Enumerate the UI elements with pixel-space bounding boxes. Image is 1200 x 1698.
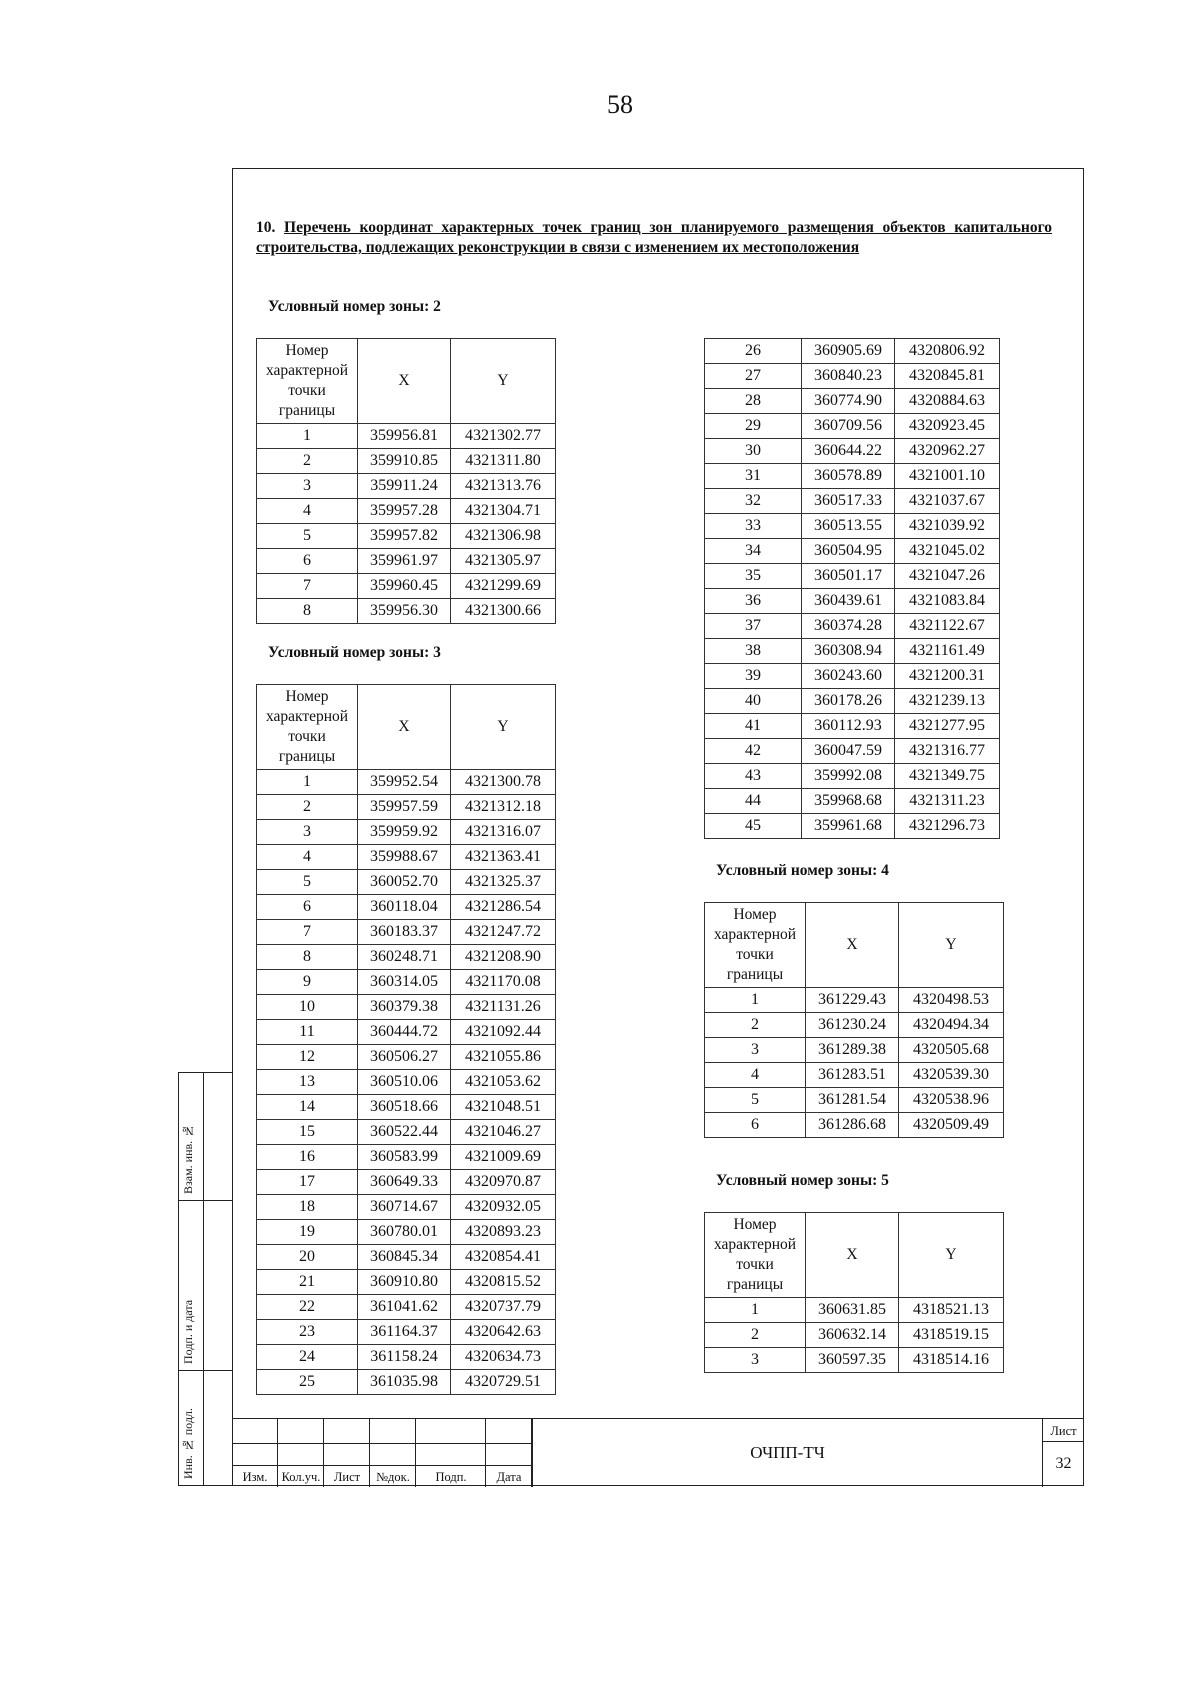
point-number-cell: 10 [257, 995, 358, 1020]
point-number-cell: 44 [705, 789, 802, 814]
table-row [705, 439, 1000, 464]
point-number-cell: 2 [705, 1323, 806, 1348]
x-cell: 359960.45 [358, 574, 451, 599]
point-number-cell: 1 [257, 424, 358, 449]
y-cell: 4320539.30 [899, 1063, 1004, 1088]
y-cell: 4320806.92 [895, 339, 1000, 364]
y-cell: 4320845.81 [895, 364, 1000, 389]
y-cell: 4321208.90 [451, 945, 556, 970]
x-cell: 360118.04 [358, 895, 451, 920]
point-number-cell: 21 [257, 1270, 358, 1295]
table-row [705, 1063, 1004, 1088]
header-y: Y [451, 339, 556, 424]
table-row [705, 988, 1004, 1013]
point-number-cell: 27 [705, 364, 802, 389]
point-number-cell: 24 [257, 1345, 358, 1370]
y-cell: 4320494.34 [899, 1013, 1004, 1038]
x-cell: 360910.80 [358, 1270, 451, 1295]
x-cell: 361229.43 [806, 988, 899, 1013]
header-point: Номер характерной точки границы [257, 685, 358, 770]
y-cell: 4320893.23 [451, 1220, 556, 1245]
y-cell: 4320815.52 [451, 1270, 556, 1295]
table-row [257, 474, 556, 499]
table-row [257, 1295, 556, 1320]
point-number-cell: 1 [257, 770, 358, 795]
y-cell: 4320962.27 [895, 439, 1000, 464]
point-number-cell: 14 [257, 1095, 358, 1120]
y-cell: 4320509.49 [899, 1113, 1004, 1138]
point-number-cell: 41 [705, 714, 802, 739]
table-row [705, 514, 1000, 539]
table-row [705, 539, 1000, 564]
y-cell: 4320970.87 [451, 1170, 556, 1195]
sheet-number: 32 [1055, 1455, 1072, 1472]
x-cell: 360709.56 [802, 414, 895, 439]
table-row [257, 895, 556, 920]
point-number-cell: 18 [257, 1195, 358, 1220]
point-number-cell: 12 [257, 1045, 358, 1070]
y-cell: 4321312.18 [451, 795, 556, 820]
header-point: Номер характерной точки границы [257, 339, 358, 424]
x-cell: 360518.66 [358, 1095, 451, 1120]
x-cell: 361035.98 [358, 1370, 451, 1395]
x-cell: 359956.81 [358, 424, 451, 449]
y-cell: 4321277.95 [895, 714, 1000, 739]
point-number-cell: 3 [705, 1348, 806, 1373]
x-cell: 361286.68 [806, 1113, 899, 1138]
y-cell: 4321316.77 [895, 739, 1000, 764]
table-row [257, 795, 556, 820]
tb-col-ndok: №док. [376, 1470, 410, 1484]
y-cell: 4320505.68 [899, 1038, 1004, 1063]
y-cell: 4321349.75 [895, 764, 1000, 789]
point-number-cell: 28 [705, 389, 802, 414]
point-number-cell: 3 [705, 1038, 806, 1063]
table-row [257, 574, 556, 599]
point-number-cell: 6 [257, 549, 358, 574]
point-number-cell: 31 [705, 464, 802, 489]
tb-col-podp: Подп. [435, 1470, 467, 1484]
y-cell: 4321302.77 [451, 424, 556, 449]
x-cell: 359910.85 [358, 449, 451, 474]
point-number-cell: 23 [257, 1320, 358, 1345]
x-cell: 360510.06 [358, 1070, 451, 1095]
x-cell: 360513.55 [802, 514, 895, 539]
point-number-cell: 43 [705, 764, 802, 789]
point-number-cell: 2 [257, 795, 358, 820]
x-cell: 361230.24 [806, 1013, 899, 1038]
x-cell: 361283.51 [806, 1063, 899, 1088]
header-x: X [358, 339, 451, 424]
y-cell: 4320498.53 [899, 988, 1004, 1013]
x-cell: 360774.90 [802, 389, 895, 414]
x-cell: 361281.54 [806, 1088, 899, 1113]
table-row [257, 1145, 556, 1170]
y-cell: 4321055.86 [451, 1045, 556, 1070]
stamp-cell-inv [179, 1371, 232, 1485]
point-number-cell: 4 [257, 845, 358, 870]
point-number-cell: 29 [705, 414, 802, 439]
y-cell: 4321039.92 [895, 514, 1000, 539]
table-row [257, 920, 556, 945]
zone-3-table [256, 684, 556, 1395]
header-point: Номер характерной точки границы [705, 903, 806, 988]
table-row [257, 995, 556, 1020]
table-row [257, 1170, 556, 1195]
table-row [705, 1013, 1004, 1038]
x-cell: 360649.33 [358, 1170, 451, 1195]
section-title: Перечень координат характерных точек границ зон планируемого размещения объектов капитального строительства, подлежащих реконструкции в связи с изменением их местоположения [256, 219, 1052, 256]
point-number-cell: 19 [257, 1220, 358, 1245]
point-number-cell: 6 [705, 1113, 806, 1138]
table-row [257, 499, 556, 524]
y-cell: 4321313.76 [451, 474, 556, 499]
table-row [705, 1038, 1004, 1063]
x-cell: 360183.37 [358, 920, 451, 945]
point-number-cell: 3 [257, 474, 358, 499]
x-cell: 359961.68 [802, 814, 895, 839]
point-number-cell: 40 [705, 689, 802, 714]
table-row [257, 945, 556, 970]
revision-grid [232, 1419, 532, 1487]
table-row [257, 1220, 556, 1245]
y-cell: 4321247.72 [451, 920, 556, 945]
x-cell: 360522.44 [358, 1120, 451, 1145]
header-y: Y [451, 685, 556, 770]
x-cell: 360845.34 [358, 1245, 451, 1270]
table-row [705, 714, 1000, 739]
tb-col-koluch: Кол.уч. [281, 1470, 321, 1484]
y-cell: 4321304.71 [451, 499, 556, 524]
y-cell: 4321048.51 [451, 1095, 556, 1120]
x-cell: 360504.95 [802, 539, 895, 564]
x-cell: 360840.23 [802, 364, 895, 389]
page-number: 58 [607, 90, 633, 119]
x-cell: 360052.70 [358, 870, 451, 895]
x-cell: 360501.17 [802, 564, 895, 589]
x-cell: 360374.28 [802, 614, 895, 639]
table-row [257, 549, 556, 574]
table-row [257, 820, 556, 845]
section-number: 10. [256, 219, 276, 236]
point-number-cell: 17 [257, 1170, 358, 1195]
y-cell: 4321311.80 [451, 449, 556, 474]
x-cell: 359957.82 [358, 524, 451, 549]
point-number-cell: 34 [705, 539, 802, 564]
y-cell: 4321092.44 [451, 1020, 556, 1045]
table-row [705, 564, 1000, 589]
stamp-label-inv: Инв. № подл. [181, 1408, 195, 1479]
point-number-cell: 30 [705, 439, 802, 464]
table-row [257, 1345, 556, 1370]
stamp-cell-podp [179, 1201, 232, 1371]
point-number-cell: 5 [257, 524, 358, 549]
table-row [257, 599, 556, 624]
point-number-cell: 7 [257, 574, 358, 599]
x-cell: 361289.38 [806, 1038, 899, 1063]
tb-col-izm: Изм. [242, 1470, 268, 1484]
sheet-box [1042, 1419, 1084, 1487]
zone-5-label: Условный номер зоны: 5 [716, 1172, 889, 1189]
x-cell: 360780.01 [358, 1220, 451, 1245]
point-number-cell: 32 [705, 489, 802, 514]
x-cell: 359957.28 [358, 499, 451, 524]
point-number-cell: 8 [257, 599, 358, 624]
point-number-cell: 15 [257, 1120, 358, 1145]
x-cell: 360578.89 [802, 464, 895, 489]
table-row [705, 364, 1000, 389]
point-number-cell: 13 [257, 1070, 358, 1095]
table-row [257, 845, 556, 870]
table-row [257, 970, 556, 995]
y-cell: 4320634.73 [451, 1345, 556, 1370]
y-cell: 4321316.07 [451, 820, 556, 845]
y-cell: 4321239.13 [895, 689, 1000, 714]
section-heading [256, 218, 1052, 258]
y-cell: 4321161.49 [895, 639, 1000, 664]
zone-2-label: Условный номер зоны: 2 [268, 298, 441, 315]
table-row [257, 1070, 556, 1095]
point-number-cell: 3 [257, 820, 358, 845]
table-row [257, 1270, 556, 1295]
point-number-cell: 7 [257, 920, 358, 945]
y-cell: 4318519.15 [899, 1323, 1004, 1348]
x-cell: 360583.99 [358, 1145, 451, 1170]
header-x: X [358, 685, 451, 770]
y-cell: 4320538.96 [899, 1088, 1004, 1113]
header-y: Y [899, 903, 1004, 988]
point-number-cell: 5 [705, 1088, 806, 1113]
side-stamp [178, 1072, 232, 1486]
point-number-cell: 39 [705, 664, 802, 689]
table-row [705, 739, 1000, 764]
x-cell: 360597.35 [806, 1348, 899, 1373]
y-cell: 4321296.73 [895, 814, 1000, 839]
header-y: Y [899, 1213, 1004, 1298]
table-row [705, 589, 1000, 614]
x-cell: 360243.60 [802, 664, 895, 689]
y-cell: 4321001.10 [895, 464, 1000, 489]
point-number-cell: 35 [705, 564, 802, 589]
tb-col-data: Дата [496, 1470, 522, 1484]
x-cell: 360644.22 [802, 439, 895, 464]
point-number-cell: 37 [705, 614, 802, 639]
table-row [257, 1195, 556, 1220]
x-cell: 360248.71 [358, 945, 451, 970]
table-row [705, 1298, 1004, 1323]
x-cell: 360631.85 [806, 1298, 899, 1323]
x-cell: 360047.59 [802, 739, 895, 764]
y-cell: 4321286.54 [451, 895, 556, 920]
table-row [705, 1113, 1004, 1138]
y-cell: 4320729.51 [451, 1370, 556, 1395]
point-number-cell: 26 [705, 339, 802, 364]
point-number-cell: 2 [257, 449, 358, 474]
table-row [257, 1095, 556, 1120]
x-cell: 360379.38 [358, 995, 451, 1020]
table-row [705, 414, 1000, 439]
table-row [705, 639, 1000, 664]
point-number-cell: 5 [257, 870, 358, 895]
point-number-cell: 11 [257, 1020, 358, 1045]
table-row [257, 1320, 556, 1345]
table-row [257, 1120, 556, 1145]
y-cell: 4320854.41 [451, 1245, 556, 1270]
x-cell: 359911.24 [358, 474, 451, 499]
point-number-cell: 16 [257, 1145, 358, 1170]
point-number-cell: 4 [257, 499, 358, 524]
y-cell: 4321300.66 [451, 599, 556, 624]
point-number-cell: 1 [705, 988, 806, 1013]
y-cell: 4318514.16 [899, 1348, 1004, 1373]
point-number-cell: 36 [705, 589, 802, 614]
point-number-cell: 33 [705, 514, 802, 539]
y-cell: 4321300.78 [451, 770, 556, 795]
table-row [705, 664, 1000, 689]
point-number-cell: 4 [705, 1063, 806, 1088]
point-number-cell: 25 [257, 1370, 358, 1395]
table-row [705, 339, 1000, 364]
y-cell: 4320932.05 [451, 1195, 556, 1220]
stamp-label-vzam: Взам. инв. № [181, 1123, 195, 1194]
x-cell: 361041.62 [358, 1295, 451, 1320]
table-row [257, 424, 556, 449]
title-block [232, 1418, 1084, 1486]
y-cell: 4321122.67 [895, 614, 1000, 639]
y-cell: 4321305.97 [451, 549, 556, 574]
table-row [705, 689, 1000, 714]
point-number-cell: 8 [257, 945, 358, 970]
y-cell: 4321363.41 [451, 845, 556, 870]
y-cell: 4320923.45 [895, 414, 1000, 439]
stamp-cell-vzam [179, 1073, 232, 1201]
point-number-cell: 22 [257, 1295, 358, 1320]
y-cell: 4321299.69 [451, 574, 556, 599]
x-cell: 360905.69 [802, 339, 895, 364]
y-cell: 4321045.02 [895, 539, 1000, 564]
x-cell: 360439.61 [802, 589, 895, 614]
x-cell: 360506.27 [358, 1045, 451, 1070]
x-cell: 360444.72 [358, 1020, 451, 1045]
zone-3-label: Условный номер зоны: 3 [268, 644, 441, 661]
x-cell: 360314.05 [358, 970, 451, 995]
zone-5-table [704, 1212, 1004, 1373]
y-cell: 4321306.98 [451, 524, 556, 549]
table-row [257, 524, 556, 549]
x-cell: 360714.67 [358, 1195, 451, 1220]
point-number-cell: 20 [257, 1245, 358, 1270]
y-cell: 4321046.27 [451, 1120, 556, 1145]
x-cell: 359956.30 [358, 599, 451, 624]
table-row [705, 1348, 1004, 1373]
x-cell: 360178.26 [802, 689, 895, 714]
stamp-label-podp: Подп. и дата [181, 1299, 195, 1364]
table-row [705, 1323, 1004, 1348]
x-cell: 361158.24 [358, 1345, 451, 1370]
zone-4-table [704, 902, 1004, 1138]
x-cell: 359961.97 [358, 549, 451, 574]
y-cell: 4321200.31 [895, 664, 1000, 689]
y-cell: 4318521.13 [899, 1298, 1004, 1323]
x-cell: 360632.14 [806, 1323, 899, 1348]
y-cell: 4321325.37 [451, 870, 556, 895]
table-row [257, 1370, 556, 1395]
table-row [257, 1020, 556, 1045]
y-cell: 4321083.84 [895, 589, 1000, 614]
zone-3-table-continued [704, 338, 1000, 839]
header-point: Номер характерной точки границы [705, 1213, 806, 1298]
y-cell: 4321009.69 [451, 1145, 556, 1170]
tb-col-list: Лист [333, 1470, 361, 1484]
header-x: X [806, 903, 899, 988]
table-row [705, 489, 1000, 514]
y-cell: 4320884.63 [895, 389, 1000, 414]
point-number-cell: 2 [705, 1013, 806, 1038]
point-number-cell: 38 [705, 639, 802, 664]
header-x: X [806, 1213, 899, 1298]
point-number-cell: 42 [705, 739, 802, 764]
table-row [257, 770, 556, 795]
x-cell: 360112.93 [802, 714, 895, 739]
table-row [257, 449, 556, 474]
table-row [705, 389, 1000, 414]
y-cell: 4320642.63 [451, 1320, 556, 1345]
y-cell: 4321047.26 [895, 564, 1000, 589]
x-cell: 360517.33 [802, 489, 895, 514]
table-row [257, 870, 556, 895]
sheet-label: Лист [1043, 1421, 1084, 1442]
x-cell: 359988.67 [358, 845, 451, 870]
table-row [705, 614, 1000, 639]
y-cell: 4320737.79 [451, 1295, 556, 1320]
table-row [705, 764, 1000, 789]
zone-2-table [256, 338, 556, 624]
table-row [705, 814, 1000, 839]
x-cell: 359992.08 [802, 764, 895, 789]
x-cell: 360308.94 [802, 639, 895, 664]
y-cell: 4321131.26 [451, 995, 556, 1020]
point-number-cell: 45 [705, 814, 802, 839]
y-cell: 4321037.67 [895, 489, 1000, 514]
y-cell: 4321170.08 [451, 970, 556, 995]
table-row [705, 1088, 1004, 1113]
y-cell: 4321311.23 [895, 789, 1000, 814]
table-row [257, 1245, 556, 1270]
x-cell: 359957.59 [358, 795, 451, 820]
point-number-cell: 9 [257, 970, 358, 995]
x-cell: 359968.68 [802, 789, 895, 814]
x-cell: 359952.54 [358, 770, 451, 795]
document-code: ОЧПП-ТЧ [532, 1419, 1042, 1487]
y-cell: 4321053.62 [451, 1070, 556, 1095]
point-number-cell: 1 [705, 1298, 806, 1323]
zone-4-label: Условный номер зоны: 4 [716, 862, 889, 879]
table-row [257, 1045, 556, 1070]
x-cell: 361164.37 [358, 1320, 451, 1345]
point-number-cell: 6 [257, 895, 358, 920]
table-row [705, 464, 1000, 489]
table-row [705, 789, 1000, 814]
x-cell: 359959.92 [358, 820, 451, 845]
